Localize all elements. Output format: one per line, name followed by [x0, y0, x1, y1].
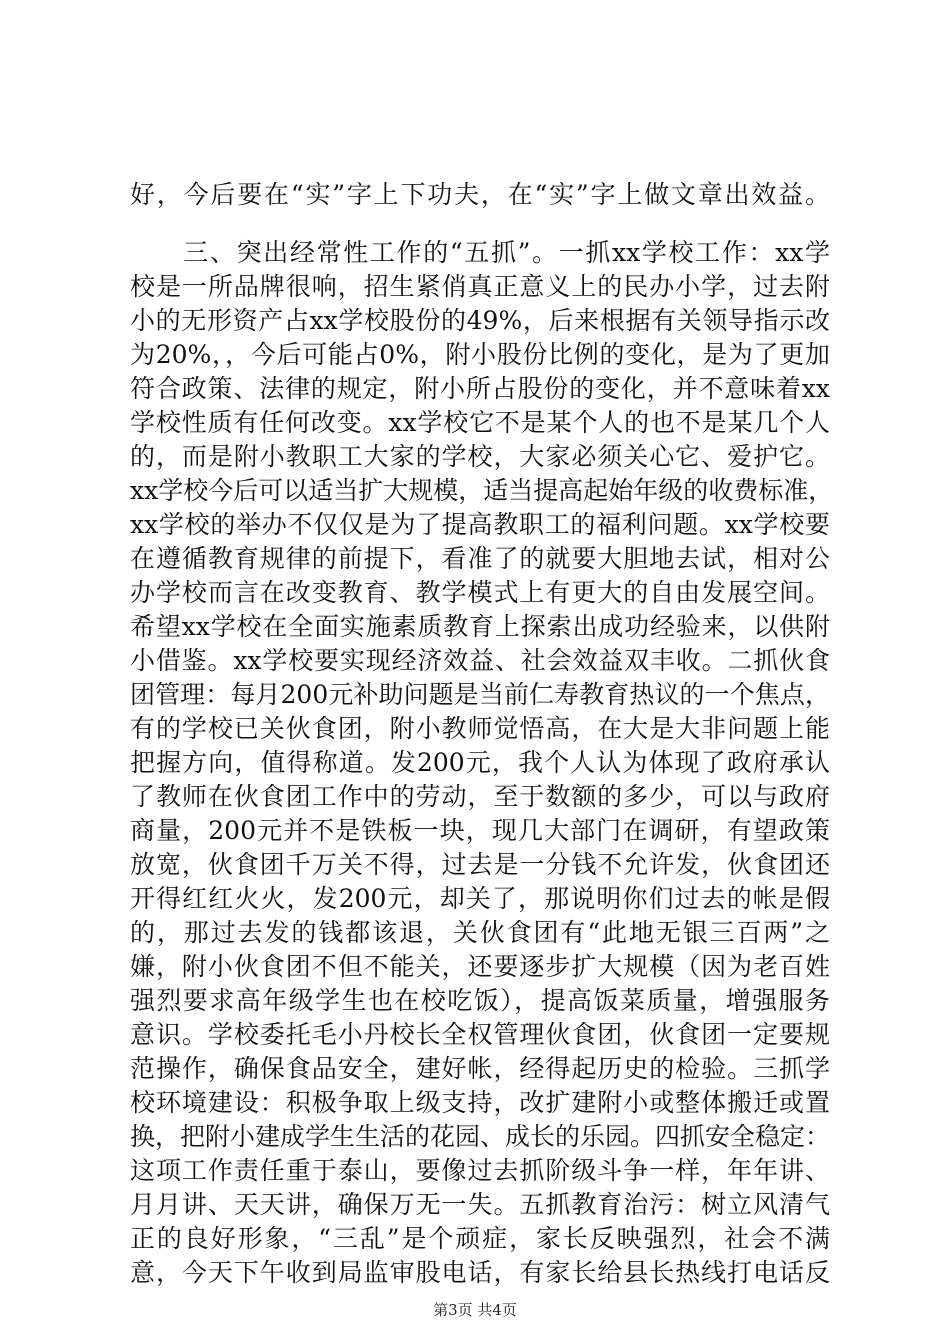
text-line: xx学校的举办不仅仅是为了提高教职工的福利问题。xx学校要	[130, 510, 830, 539]
page-number-footer: 第3页 共4页	[433, 1301, 517, 1319]
text-line: 正的良好形象，“三乱”是个顽症，家长反映强烈，社会不满	[130, 1224, 830, 1253]
text-line: 把握方向，值得称道。发200元，我个人认为体现了政府承认	[130, 748, 830, 777]
text-line: xx学校今后可以适当扩大规模，适当提高起始年级的收费标准，	[130, 476, 834, 505]
text-line: 三、突出经常性工作的“五抓”。一抓xx学校工作：xx学	[130, 238, 830, 267]
text-line: 符合政策、法律的规定，附小所占股份的变化，并不意味着xx	[130, 374, 830, 403]
text-line: 开得红红火火，发200元，却关了，那说明你们过去的帐是假	[130, 884, 830, 913]
text-line: 小的无形资产占xx学校股份的49%，后来根据有关领导指示改	[130, 306, 830, 335]
text-line: 学校性质有任何改变。xx学校它不是某个人的也不是某几个人	[130, 408, 830, 437]
text-line: 放宽，伙食团千万关不得，过去是一分钱不允许发，伙食团还	[130, 850, 830, 879]
text-line: 了教师在伙食团工作中的劳动，至于数额的多少，可以与政府	[130, 782, 830, 811]
text-line: 校是一所品牌很响，招生紧俏真正意义上的民办小学，过去附	[130, 272, 830, 301]
text-line: 强烈要求高年级学生也在校吃饭），提高饭菜质量，增强服务	[130, 986, 830, 1015]
text-line: 月月讲、天天讲，确保万无一失。五抓教育治污：树立风清气	[130, 1190, 830, 1219]
text-line: 好，今后要在“实”字上下功夫，在“实”字上做文章出效益。	[130, 180, 830, 209]
text-line: 嫌，附小伙食团不但不能关，还要逐步扩大规模（因为老百姓	[130, 952, 830, 981]
text-line: 范操作，确保食品安全，建好帐，经得起历史的检验。三抓学	[130, 1054, 830, 1083]
text-line: 办学校而言在改变教育、教学模式上有更大的自由发展空间。	[130, 578, 830, 607]
text-line: 团管理：每月200元补助问题是当前仁寿教育热议的一个焦点，	[130, 680, 830, 709]
text-line: 的，而是附小教职工大家的学校，大家必须关心它、爱护它。	[130, 442, 830, 471]
text-line: 的，那过去发的钱都该退，关伙食团有“此地无银三百两”之	[130, 918, 830, 947]
text-line: 意，今天下午收到局监审股电话，有家长给县长热线打电话反	[130, 1258, 830, 1287]
text-line: 为20%，，今后可能占0%，附小股份比例的变化，是为了更加	[130, 340, 830, 369]
text-line: 换，把附小建成学生生活的花园、成长的乐园。四抓安全稳定：	[130, 1122, 831, 1151]
text-line: 这项工作责任重于泰山，要像过去抓阶级斗争一样，年年讲、	[130, 1156, 830, 1185]
text-line: 商量，200元并不是铁板一块，现几大部门在调研，有望政策	[130, 816, 830, 845]
text-line: 小借鉴。xx学校要实现经济效益、社会效益双丰收。二抓伙食	[130, 646, 830, 675]
text-line: 有的学校已关伙食团，附小教师觉悟高，在大是大非问题上能	[130, 714, 830, 743]
text-line: 意识。学校委托毛小丹校长全权管理伙食团，伙食团一定要规	[130, 1020, 830, 1049]
text-line: 校环境建设：积极争取上级支持，改扩建附小或整体搬迁或置	[130, 1088, 830, 1117]
text-line: 希望xx学校在全面实施素质教育上探索出成功经验来，以供附	[130, 612, 830, 641]
text-line: 在遵循教育规律的前提下，看准了的就要大胆地去试，相对公	[130, 544, 830, 573]
